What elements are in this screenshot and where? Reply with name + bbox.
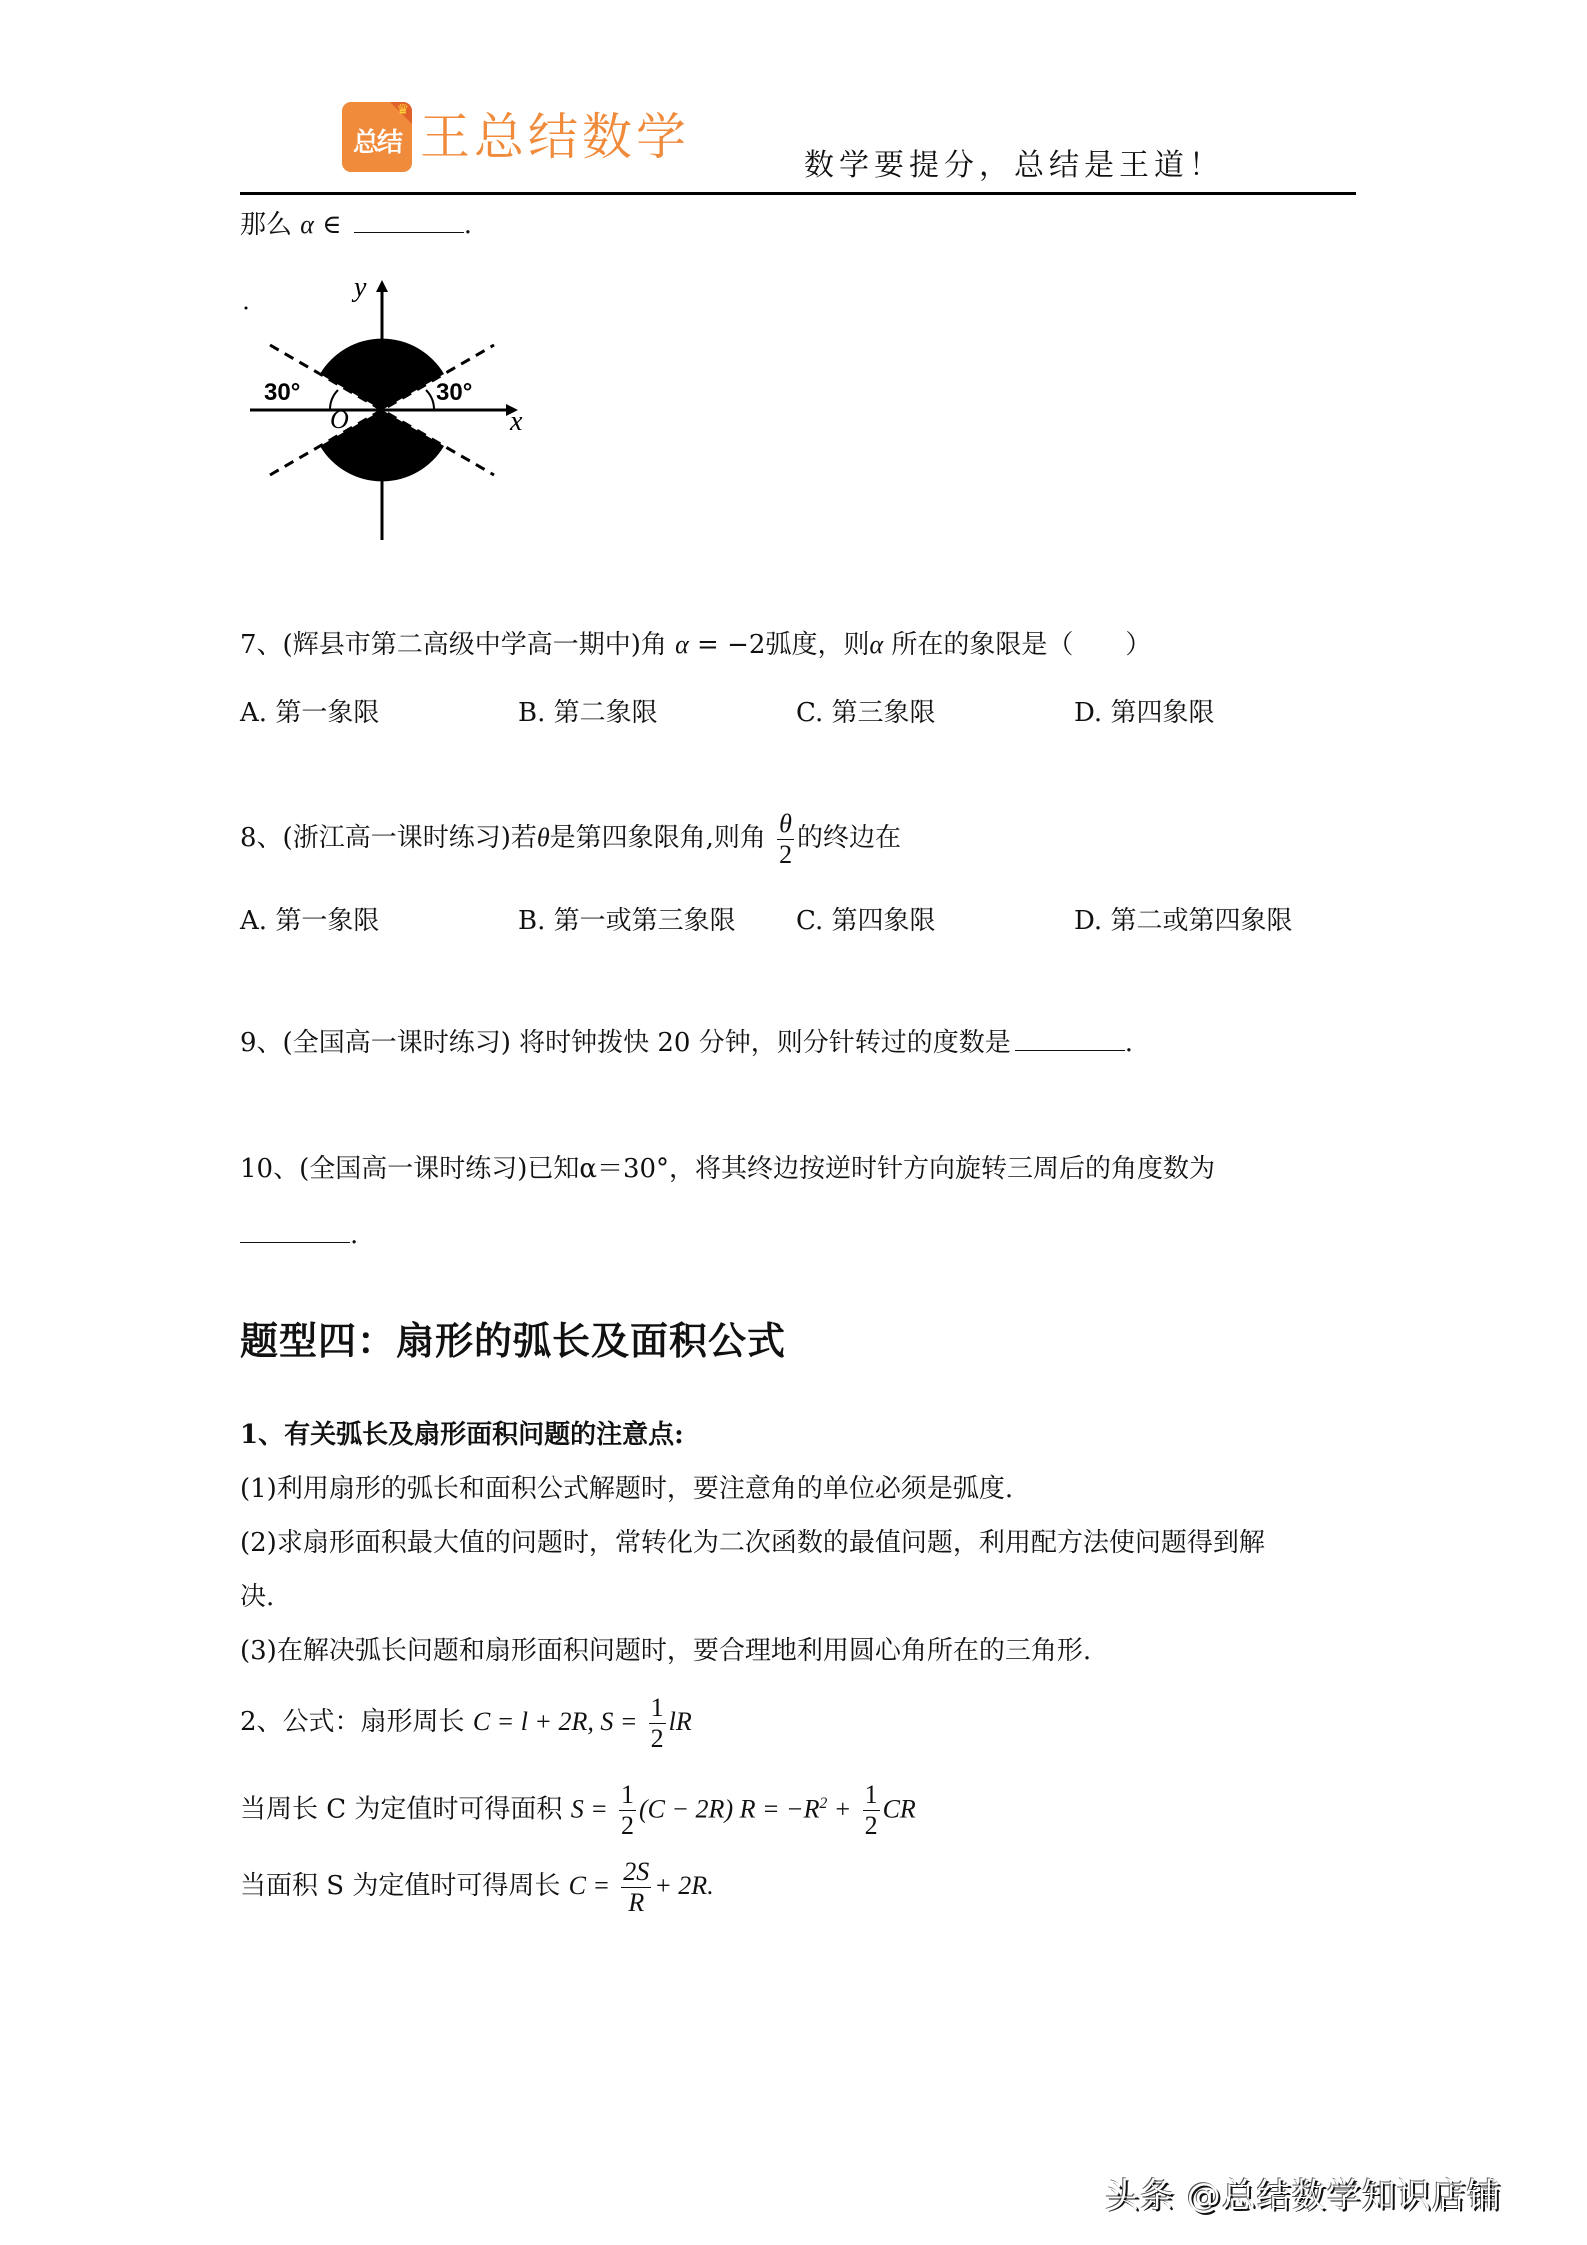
note-2-continued: 决. <box>240 1582 275 1612</box>
q6-var: α <box>300 210 314 239</box>
question-7: 7、(辉县市第二高级中学高一期中)角 α = −2弧度，则α 所在的象限是（ ） <box>240 630 1152 660</box>
q7-option-c[interactable]: C. 第三象限 <box>796 698 936 728</box>
formula-1: 2、公式：扇形周长 C = l + 2R, S = $\frac{1}{2}$ lR <box>240 1692 692 1753</box>
q9-answer-blank[interactable] <box>1015 1026 1125 1051</box>
section-title: 题型四：扇形的弧长及面积公式 <box>240 1319 787 1363</box>
theta-over-2-fraction: $\frac{\theta}{2}$ <box>779 808 793 869</box>
2s-over-r-fraction: $\frac{2S}{R}$ <box>623 1856 650 1917</box>
q10-answer-blank[interactable] <box>240 1218 350 1243</box>
q6-answer-blank[interactable] <box>354 208 464 233</box>
q6-prefix: 那么 <box>240 210 293 240</box>
half-fraction: $\frac{1}{2}$ <box>621 1780 635 1841</box>
diagram-svg <box>240 268 530 548</box>
q7-option-a[interactable]: A. 第一象限 <box>240 698 380 728</box>
logo-badge <box>342 102 412 172</box>
q7-source: (辉县市第二高级中学高一期中) <box>282 630 641 660</box>
q7-option-d[interactable]: D. 第四象限 <box>1074 698 1215 728</box>
note-1: (1)利用扇形的弧长和面积公式解题时，要注意角的单位必须是弧度. <box>240 1474 1014 1504</box>
q8-option-a[interactable]: A. 第一象限 <box>240 906 380 936</box>
notes-heading: 1、有关弧长及扇形面积问题的注意点: <box>240 1420 684 1450</box>
q8-option-d[interactable]: D. 第二或第四象限 <box>1074 906 1293 936</box>
q8-option-b[interactable]: B. 第一或第三象限 <box>518 906 736 936</box>
formula-2: 当周长 C 为定值时可得面积 S = $\frac{1}{2}$ (C − 2R) $R = -R^2$ + $\frac{1}{2}$ CR <box>240 1780 916 1841</box>
header-divider <box>240 192 1356 195</box>
q6-answer-line: 那么 α ∈ . <box>240 210 472 240</box>
q10-answer-line: . <box>240 1218 358 1252</box>
q9-source: (全国高一课时练习) <box>282 1028 511 1058</box>
note-2: (2)求扇形面积最大值的问题时，常转化为二次函数的最值问题，利用配方法使问题得到解 <box>240 1528 1265 1558</box>
half-fraction: $\frac{1}{2}$ <box>864 1780 878 1841</box>
half-fraction: $\frac{1}{2}$ <box>650 1692 664 1753</box>
q7-option-b[interactable]: B. 第二象限 <box>518 698 658 728</box>
logo-name: 王总结数学 <box>420 108 690 166</box>
q6-symbol: ∈ <box>322 210 342 240</box>
question-9: 9、(全国高一课时练习) 将时钟拨快 20 分钟，则分针转过的度数是 . <box>240 1028 1133 1058</box>
origin-label: O <box>330 405 349 434</box>
y-axis-label: y <box>354 272 367 303</box>
crown-icon: ♛ <box>396 102 409 118</box>
watermark: 头条 @总结数学知识店铺 <box>1105 2176 1502 2216</box>
slogan: 数学要提分，总结是王道！ <box>804 148 1224 183</box>
angle-left-label: 30° <box>264 379 301 406</box>
question-10: 10、(全国高一课时练习)已知α＝30°，将其终边按逆时针方向旋转三周后的角度数为 <box>240 1154 1216 1184</box>
q8-source: (浙江高一课时练习) <box>282 823 511 853</box>
q8-option-c[interactable]: C. 第四象限 <box>796 906 936 936</box>
note-3: (3)在解决弧长问题和扇形面积问题时，要合理地利用圆心角所在的三角形. <box>240 1636 1092 1666</box>
logo-badge-text: 总结 <box>352 128 401 158</box>
angle-region-diagram <box>240 268 530 548</box>
x-axis-label: x <box>510 406 523 437</box>
angle-right-label: 30° <box>436 379 473 406</box>
question-8: 8、(浙江高一课时练习)若θ是第四象限角,则角 $\frac{\theta}{2}$ 的终边在 <box>240 808 901 869</box>
q10-source: (全国高一课时练习) <box>299 1154 528 1184</box>
formula-3: 当面积 S 为定值时可得周长 C = $\frac{2S}{R}$ + 2R. <box>240 1856 714 1917</box>
